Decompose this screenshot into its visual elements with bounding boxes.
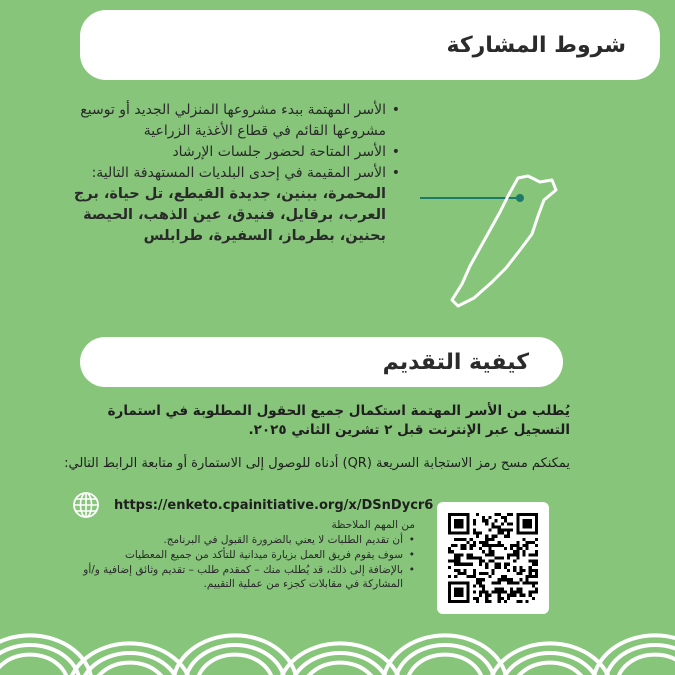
note-item: • سوف يقوم فريق العمل بزيارة ميدانية للتأكد من جميع المعطيات: [60, 548, 415, 562]
condition-item-municipalities: [60, 163, 400, 247]
conditions-title: شروط المشاركة: [446, 32, 626, 58]
notes-section: [60, 518, 415, 591]
apply-qr-instructions: يمكنكم مسح رمز الاستجابة السريعة (QR) أدناه للوصول إلى الاستمارة أو متابعة الرابط التالي:: [64, 456, 570, 471]
decorative-waves: [0, 610, 675, 675]
lebanon-map-icon: [440, 172, 560, 312]
note-item: • بالإضافة إلى ذلك، قد يُطلب منك – كمقدم طلب – تقديم وثائق إضافية و/أو المشاركة في مقابلات كجزء من عملية التقييم.: [60, 563, 415, 591]
qr-code-icon: [448, 513, 538, 603]
condition-item-intro: الأسر المقيمة في إحدى البلديات المستهدفة التالية:: [91, 165, 386, 181]
url-row[interactable]: [72, 491, 434, 519]
map-location-dot: [516, 194, 524, 202]
note-item: • أن تقديم الطلبات لا يعني بالضرورة القبول في البرنامج.: [60, 533, 415, 547]
apply-header-card: [80, 337, 563, 387]
apply-instructions: يُطلب من الأسر المهتمة استكمال جميع الحقول المطلوبة في استمارة التسجيل عبر الإنترنت قبل ٢ تشرين الثاني ٢٠٢٥.: [107, 403, 570, 438]
globe-icon: [72, 491, 100, 519]
apply-title: كيفية التقديم: [382, 349, 529, 375]
condition-item: • الأسر المتاحة لحضور جلسات الإرشاد: [60, 142, 400, 163]
qr-code-box[interactable]: [437, 502, 549, 614]
notes-title: من المهم الملاحظة: [331, 519, 415, 531]
condition-item: • الأسر المهتمة ببدء مشروعها المنزلي الجديد أو توسيع مشروعها القائم في قطاع الأغذية الزراعية: [60, 100, 400, 142]
conditions-header-card: [80, 10, 660, 80]
municipalities-list: المحمرة، ببنين، جديدة القيطع، تل حياة، برج العرب، برقايل، فنيدق، عين الذهب، الحيصة بحنين، بطرماز، السفيرة، طرابلس: [73, 186, 386, 244]
registration-link[interactable]: https://enketo.cpainitiative.org/x/DSnDycr6: [114, 497, 434, 513]
conditions-list: [60, 100, 400, 247]
